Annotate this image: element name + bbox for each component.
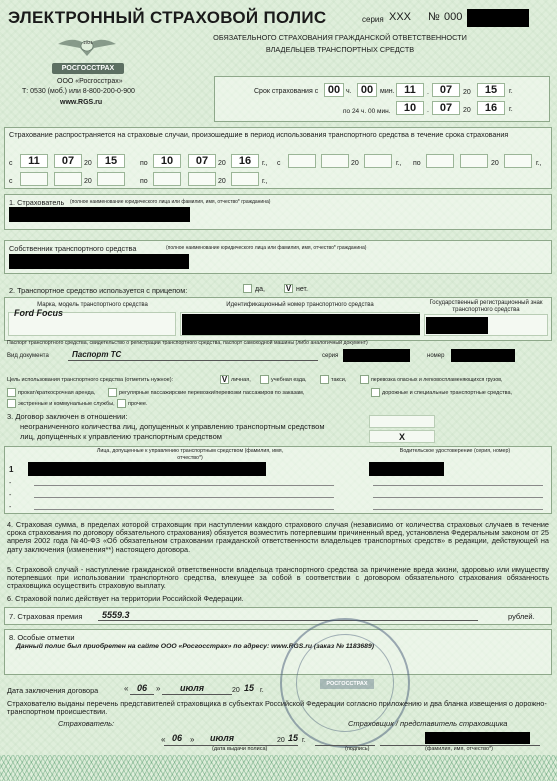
issue-g: г. xyxy=(302,737,306,744)
period-yp5: 20 xyxy=(84,178,92,185)
logo-wordmark: РОСГОССТРАХ xyxy=(52,63,124,74)
term-g2: г. xyxy=(509,106,513,113)
term-day-to: 10 xyxy=(396,101,424,115)
insured-sum-text: 4. Страховая сумма, в пределах которой страховщик при наступлении каждого страхового случая (независимо от количества страховых случаев в течение срока страхования по договору обязательного страхования) обязуется возместить потерпевшим причиненный вред, установлена Федеральным законом от 25 апреля 2002 года №40-ФЗ «Об обязательном страховании гражданской ответственности владельцев транспортных средств» в редакции, действующей на дату заключения (изменения**) настоящего договора. xyxy=(7,520,549,554)
drivers-opt1: неограниченного количества лиц, допущенных к управлению транспортным средством xyxy=(20,422,325,431)
period-empty-10 xyxy=(153,172,181,186)
vehicle-vin-header: Идентификационный номер транспортного средства xyxy=(226,302,374,308)
policy-subtitle-1: ОБЯЗАТЕЛЬНОГО СТРАХОВАНИЯ ГРАЖДАНСКОЙ ОТВЕТСТВЕННОСТИ xyxy=(213,33,467,42)
drivers-license-header: Водительское удостоверение (серия, номер) xyxy=(399,448,511,454)
term-year-from: 15 xyxy=(477,83,505,97)
signature-hint: (подпись) xyxy=(345,746,370,752)
term-minutes: 00 xyxy=(357,83,377,97)
premium-unit: рублей. xyxy=(508,612,535,621)
purpose-checkbox-4 xyxy=(7,388,16,397)
period-empty-9 xyxy=(97,172,125,186)
period-po2: по xyxy=(413,160,421,167)
term-month-from: 07 xyxy=(432,83,460,97)
redacted-rep-name xyxy=(425,732,530,744)
redacted-doc-number xyxy=(451,349,515,362)
doc-series-label: серия xyxy=(322,353,339,359)
purpose-checkbox-2 xyxy=(320,375,329,384)
period-y2: 16 xyxy=(231,154,259,168)
term-yp: 20 xyxy=(463,89,471,96)
drivers-label: 3. Договор заключен в отношении: xyxy=(7,412,128,421)
number-label: № xyxy=(428,11,440,23)
quote-close-2: » xyxy=(190,735,195,744)
purpose-item-2: такси, xyxy=(331,377,347,383)
contract-day: 06 xyxy=(136,683,147,693)
logo-year: 1921 xyxy=(82,40,93,45)
policy-title: ЭЛЕКТРОННЫЙ СТРАХОВОЙ ПОЛИС xyxy=(8,8,327,27)
period-yp3: 20 xyxy=(351,160,359,167)
term-h: ч. xyxy=(346,88,352,95)
purpose-item-6: дорожные и специальные транспортные средства, xyxy=(382,390,513,396)
period-empty-7 xyxy=(20,172,48,186)
period-po3: по xyxy=(140,178,148,185)
period-empty-3 xyxy=(364,154,392,168)
contract-day-underline xyxy=(130,694,154,695)
term-label: Срок страхования с xyxy=(254,88,319,95)
vehicle-reg-header: Государственный регистрационный знак транспортного средства xyxy=(429,300,543,313)
period-empty-8 xyxy=(54,172,82,186)
doc-type-underline xyxy=(68,360,318,361)
issue-year: 15 xyxy=(288,733,299,743)
period-g1: г., xyxy=(262,160,268,167)
redacted-owner xyxy=(9,254,189,269)
trailer-yes-checkbox xyxy=(243,284,252,293)
drivers-name-header: Лица, допущенные к управлению транспортным средством (фамилия, имя, отчество*) xyxy=(96,448,284,461)
period-empty-1 xyxy=(288,154,316,168)
drivers-opt1-box xyxy=(369,415,435,428)
purpose-personal-checkbox: V xyxy=(221,375,228,384)
doc-type-label: Вид документа xyxy=(7,353,49,359)
company-seal-stamp xyxy=(280,618,410,748)
contract-date-label: Дата заключения договора xyxy=(7,686,99,695)
insurer-rep-label: Страховщик / представитель страховщика xyxy=(348,719,508,728)
purpose-checkbox-5 xyxy=(108,388,117,397)
redacted-number xyxy=(467,9,529,27)
redacted-doc-series xyxy=(343,349,410,362)
term-min: мин. xyxy=(380,88,395,95)
term-day-from: 11 xyxy=(396,83,424,97)
quote-open-2: « xyxy=(161,735,166,744)
trailer-no: нет. xyxy=(296,286,308,293)
term-hours: 00 xyxy=(324,83,344,97)
driver-line-2 xyxy=(34,485,334,486)
policy-subtitle-2: ВЛАДЕЛЬЦЕВ ТРАНСПОРТНЫХ СРЕДСТВ xyxy=(265,45,415,54)
period-y1: 15 xyxy=(97,154,125,168)
period-d1: 11 xyxy=(20,154,48,168)
purpose-item-4: прокат/краткосрочная аренда, xyxy=(18,390,96,396)
contract-year: 15 xyxy=(244,683,255,693)
insurer-site: www.RGS.ru xyxy=(60,99,103,106)
period-c3: с xyxy=(9,178,13,185)
purpose-label: Цель использования транспортного средства (отметить нужное): xyxy=(7,377,174,383)
dot-sep: . xyxy=(427,89,429,96)
premium-underline xyxy=(98,620,478,621)
period-yp2: 20 xyxy=(218,160,226,167)
purpose-item-3: перевозка опасных и легковоспламеняющихся грузов, xyxy=(371,377,503,383)
period-empty-6 xyxy=(504,154,532,168)
term-year-to: 16 xyxy=(477,101,505,115)
issue-month: июля xyxy=(209,733,235,743)
premium-section xyxy=(4,607,552,625)
drivers-opt2: лиц, допущенных к управлению транспортным средством xyxy=(20,432,222,441)
redacted-driver-name xyxy=(28,462,266,476)
driver-row-3: - xyxy=(9,492,12,499)
period-g2: г., xyxy=(396,160,402,167)
vehicle-make-value: Ford Focus xyxy=(14,308,63,318)
trailer-label: 2. Транспортное средство используется с прицепом: xyxy=(9,286,188,295)
rosgosstrakh-eagle-logo-icon xyxy=(56,34,118,64)
purpose-checkbox-7 xyxy=(7,399,16,408)
insured-event-text: 5. Страховой случай - наступление гражданской ответственности владельца транспортного средства за причинение вреда жизни, здоровью или имуществу потерпевших при использовании транспортного средства, влекущее за собой в соответствии с договором обязательного страхования обязанность страховщика осуществить страховую выплату. xyxy=(7,565,549,591)
term-g: г. xyxy=(509,88,513,95)
period-g4: г., xyxy=(262,178,268,185)
term-month-to: 07 xyxy=(432,101,460,115)
series-value: XXX xyxy=(389,11,412,23)
driver-line-4 xyxy=(34,509,334,510)
rep-name-hint: (фамилия, имя, отчество*) xyxy=(425,746,494,752)
contract-year-prefix: 20 xyxy=(232,687,240,694)
policyholder-hint: (полное наименование юридического лица или фамилия, имя, отчество* гражданина) xyxy=(70,199,271,205)
period-empty-5 xyxy=(460,154,488,168)
contract-g: г. xyxy=(260,687,264,694)
purpose-checkbox-8 xyxy=(117,399,126,408)
period-c: с xyxy=(9,160,13,167)
quote-close: » xyxy=(156,684,161,693)
redacted-reg xyxy=(426,317,488,334)
special-marks-text: Данный полис был приобретен на сайте ООО «Росгосстрах» по адресу: www.RGS.ru (заказ № 1183689) xyxy=(16,643,374,650)
issue-year-prefix: 20 xyxy=(277,737,285,744)
purpose-item-8: прочее. xyxy=(128,401,148,407)
passport-hint: Паспорт транспортного средства, свидетельство о регистрации транспортного средства, паспорт самоходной машины (либо аналогичный документ) xyxy=(7,340,368,346)
driver-row-2: - xyxy=(9,480,12,487)
purpose-checkbox-3 xyxy=(360,375,369,384)
contract-month-underline xyxy=(162,694,232,695)
owner-hint: (полное наименование юридического лица или фамилия, имя, отчество* гражданина) xyxy=(166,245,367,251)
period-m2: 07 xyxy=(188,154,216,168)
driver-lic-line-4 xyxy=(373,509,543,510)
insurer-company: ООО «Росгосстрах» xyxy=(57,78,123,85)
period-empty-4 xyxy=(426,154,454,168)
dot-sep: . xyxy=(427,107,429,114)
period-m1: 07 xyxy=(54,154,82,168)
issue-day: 06 xyxy=(171,733,182,743)
driver-row-num: 1 xyxy=(9,465,14,474)
number-value: 000 xyxy=(444,11,463,23)
term-to-label: по 24 ч. 00 мин. xyxy=(343,108,391,115)
period-yp4: 20 xyxy=(491,160,499,167)
period-empty-12 xyxy=(231,172,259,186)
policyholder-signature-label: Страхователь: xyxy=(58,719,115,728)
insurer-phone: Т: 0530 (моб.) или 8-800-200-0-900 xyxy=(22,88,135,95)
period-empty-2 xyxy=(321,154,349,168)
period-g3: г., xyxy=(536,160,542,167)
purpose-checkbox-1 xyxy=(260,375,269,384)
transfer-text: Страхователю выданы перечень представителей страховщика в субъектах Российской Федерации согласно приложению и два бланка извещения о дорожно-транспортном происшествии. xyxy=(7,699,547,717)
premium-value: 5559.3 xyxy=(102,610,130,620)
purpose-item-1: учебная езда, xyxy=(271,377,307,383)
redacted-policyholder xyxy=(9,207,190,222)
term-yp2: 20 xyxy=(463,107,471,114)
purpose-item-5: регулярные пассажирские перевозки/перевозки пассажиров по заказам, xyxy=(119,390,305,396)
premium-label: 7. Страховая премия xyxy=(9,612,83,621)
purpose-item-7: экстренные и коммунальные службы, xyxy=(18,401,115,407)
redacted-vin xyxy=(182,314,420,335)
territory-text: 6. Страховой полис действует на территории Российской Федерации. xyxy=(7,594,244,603)
driver-row-4: - xyxy=(9,504,12,511)
driver-line-3 xyxy=(34,497,334,498)
series-label: серия xyxy=(362,15,384,24)
period-po1: по xyxy=(140,160,148,167)
drivers-opt2-box: X xyxy=(369,430,435,443)
period-empty-11 xyxy=(188,172,216,186)
stamp-wordmark: РОСГОССТРАХ xyxy=(320,679,374,689)
period-c2: с xyxy=(277,160,281,167)
driver-lic-line-3 xyxy=(373,497,543,498)
period-yp1: 20 xyxy=(84,160,92,167)
special-marks-label: 8. Особые отметки xyxy=(9,633,75,642)
special-marks-section xyxy=(4,629,552,675)
period-text: Страхование распространяется на страховые случаи, произошедшие в период использования транспортного средства в течение срока страхования xyxy=(9,130,509,139)
trailer-no-checkbox: V xyxy=(285,284,292,293)
guilloche-border xyxy=(0,755,557,781)
period-d2: 10 xyxy=(153,154,181,168)
issue-date-hint: (дата выдачи полиса) xyxy=(212,746,268,752)
period-yp6: 20 xyxy=(218,178,226,185)
quote-open: « xyxy=(124,684,129,693)
policyholder-label: 1. Страхователь xyxy=(9,198,65,207)
purpose-checkbox-6 xyxy=(371,388,380,397)
purpose-item-0: личная, xyxy=(231,377,251,383)
owner-label: Собственник транспортного средства xyxy=(9,244,137,253)
doc-number-label: номер xyxy=(427,353,445,359)
contract-month: июля xyxy=(179,683,205,693)
doc-type-value: Паспорт ТС xyxy=(72,350,122,359)
vehicle-make-header: Марка, модель транспортного средства xyxy=(37,302,148,308)
driver-lic-line-2 xyxy=(373,485,543,486)
trailer-yes: да, xyxy=(255,286,265,293)
redacted-driver-license xyxy=(369,462,444,476)
